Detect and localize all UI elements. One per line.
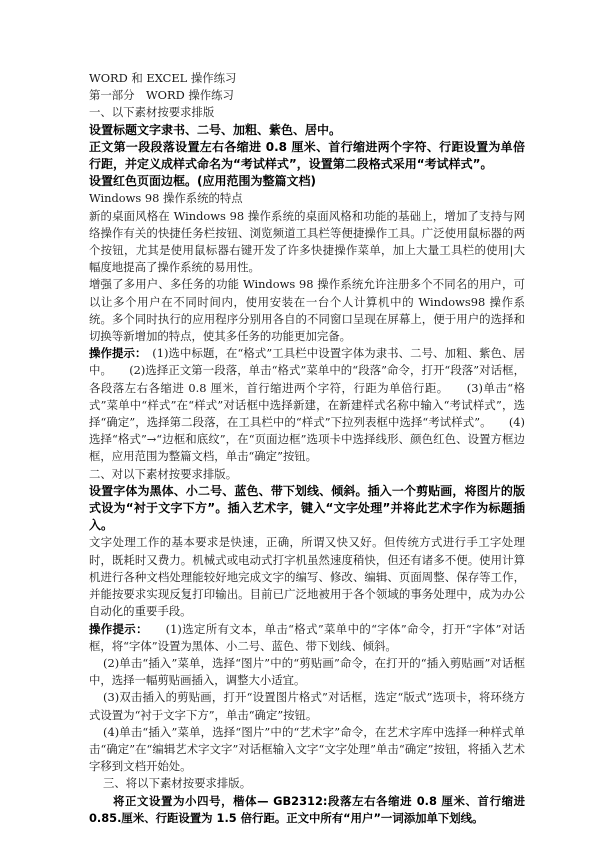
section1-heading: 一、以下素材按要求排版 (89, 105, 215, 120)
section1-requirement-2: 正文第一段段落设置左右各缩进 0.8 厘米、首行缩进两个字符、行距设置为单倍行距，并定义成样式命名为“考试样式”，设置第二段格式采用“考试样式”。 (89, 139, 525, 172)
section1-requirement-3: 设置红色页面边框。(应用范围为整篇文档) (89, 174, 316, 189)
tip-label: 操作提示： (89, 346, 141, 361)
section2-tip-4: (4)单击“插入”菜单，选择“图片”中的“艺术字”命令，在艺术字库中选择一种样式单击“确定”在“编辑艺术字文字”对话框输入文字“文字处理”单击“确定”按钮，将插入艺术字移到文档开始处。 (89, 724, 525, 774)
section1-paragraph-1: 新的桌面风格在 Windows 98 操作系统的桌面风格和功能的基础上，增加了支持与网络操作有关的快捷任务栏按钮、浏览频道工具栏等便捷操作工具。广泛使用鼠标器的两个按钮，尤其是使用鼠标器右键开发了许多快捷操作菜单，加上大量工具栏的使用|大幅度地提高了操作系统的易用性。 (89, 208, 525, 275)
section2-tip-1 (89, 621, 525, 655)
document-title: WORD 和 EXCEL 操作练习 (89, 71, 237, 85)
tip-label: 操作提示： (89, 621, 143, 636)
section2-tip-2: (2)单击“插入”菜单，选择“图片”中的“剪贴画”命令，在打开的“插入剪贴画”对话框中，选择一幅剪贴画插入，调整大小适宜。 (89, 655, 525, 688)
section1-tips-text: (1)选中标题，在“格式”工具栏中设置字体为隶书、二号、加粗、紫色、居中。 (2)选择正文第一段落，单击“格式”菜单中的“段落”命令，打开“段落”对话框，各段落左右各缩进 0.8 厘米，首行缩进两个字符，行距为单倍行距。 (3)单击“格式”菜单中“样式”在“样式”对话框中选择新建，在新建样式名称中输入“考试样式”，选择“确定”，选择第二段落，在工具栏中的“样式”下拉列表框中选择“考试样式”。 (4)选择“格式”→“边框和底纹”，在“页面边框”选项卡中选择线形、颜色红色、设置方框边框，应用范围为整篇文档，单击“确定”按钮。 (89, 346, 525, 464)
part-heading: 第一部分 WORD 操作练习 (89, 88, 234, 103)
section1-tips (89, 345, 525, 465)
section2-requirement: 设置字体为黑体、小二号、蓝色、带下划线、倾斜。插入一个剪贴画，将图片的版式设为“衬于文字下方”。插入艺术字，键入“文字处理”并将此艺术字作为标题插入。 (89, 483, 525, 533)
section3-requirement: 将正文设置为小四号，楷体— GB2312:段落左右各缩进 0.8 厘米、首行缩进 0.85.厘米、行距设置为 1.5 倍行距。正文中所有“用户”一词添加单下划线。 (89, 793, 525, 825)
section2-paragraph: 文字处理工作的基本要求是快速，正确，所谓又快又好。但传统方式进行手工字处理时，既耗时又费力。机械式或电动式打字机虽然速度稍快，但还有诸多不便。使用计算机进行各种文档处理能较好地完成文字的编写、修改、编辑、页面周整、保存等工作，并能按要求实现反复打印输出。目前已广泛地被用于各个领域的事务处理中，成为办公自动化的重要手段。 (89, 535, 525, 619)
section1-paragraph-2: 增强了多用户、多任务的功能 Windows 98 操作系统允许注册多个不同名的用户，可以让多个用户在不同时间内，使用安装在一台个人计算机中的 Windows98 操作系统。多个同时执行的应用程序分别用各自的不同窗口呈现在屏幕上，便于用户的选择和切换等新增加的特点，使其多任务的功能更加完备。 (89, 277, 525, 344)
section2-heading: 二、对以下素材按要求排版。 (89, 466, 238, 481)
subject-title: Windows 98 操作系统的特点 (89, 191, 243, 206)
section2-tip-3: (3)双击插入的剪贴画，打开“设置图片格式”对话框，选定“版式”选项卡，将环绕方式设置为“衬于文字下方”，单击“确定”按钮。 (89, 690, 525, 722)
section3-heading: 三、将以下素材按要求排版。 (103, 776, 252, 791)
section2-tip-1-text: (1)选定所有文本，单击“格式”菜单中的“字体”命令，打开“字体”对话框，将“字体”设置为黑体、小二号、蓝色、带下划线、倾斜。 (89, 621, 525, 653)
section1-requirement-1: 设置标题文字隶书、二号、加粗、紫色、居中。 (89, 122, 342, 137)
document-page (89, 70, 525, 827)
